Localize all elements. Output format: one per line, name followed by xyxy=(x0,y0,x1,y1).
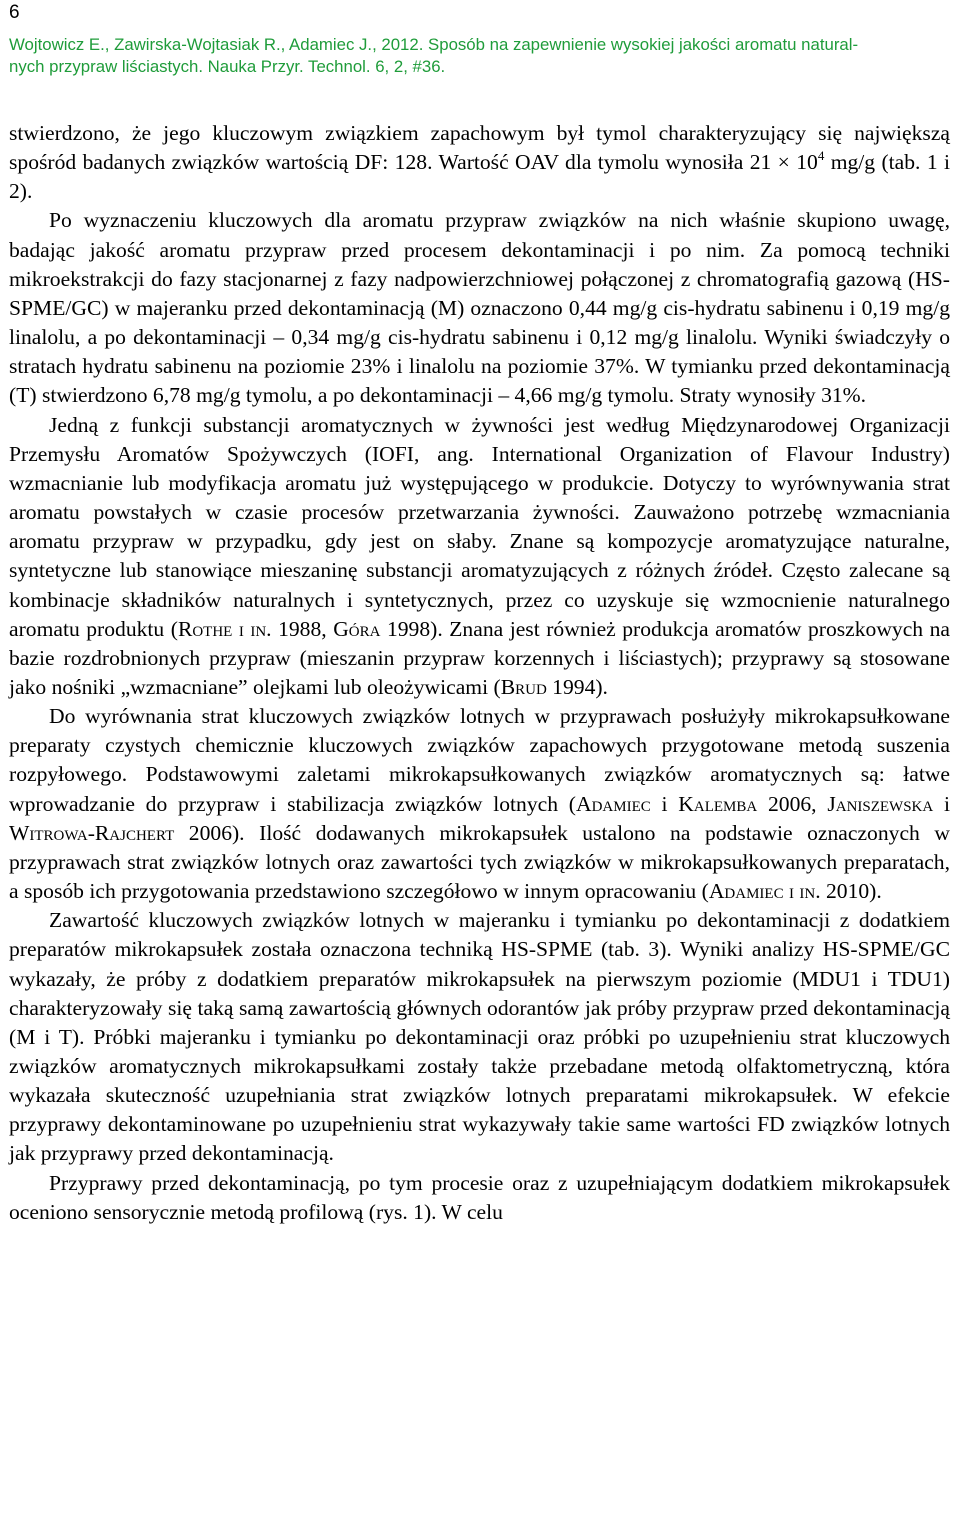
paragraph-1-text: stwierdzono, że jego kluczowym związkiem zapachowym był tymol charakteryzujący się największą spośród badanych związków wartością DF: 128. Wartość OAV dla tymolu wynosiła 21 × 10 xyxy=(9,121,950,175)
paragraph-3-text-c: 1998). Znana jest również produkcja aromatów proszkowych na bazie rozdrobnionych przypraw (mieszanin przypraw korzennych i liściastych); przyprawy są stosowane jako nośniki „wzmacniane” olejkami lub oleożywicami ( xyxy=(9,616,950,699)
citation-author-janiszewska: Janiszewska xyxy=(827,791,934,816)
paragraph-3 xyxy=(9,411,950,703)
paragraph-6: Przyprawy przed dekontaminacją, po tym procesie oraz z uzupełniającym dodatkiem mikrokapsułek oceniono sensorycznie metodą profilową (rys. 1). W celu xyxy=(9,1170,950,1224)
paragraph-4-text-c: 2006, xyxy=(757,791,828,816)
citation-author-rothe: Rothe i in. xyxy=(177,616,272,641)
paragraph-4-text-f: 2010). xyxy=(820,879,882,904)
paragraph-1-tail: mg/g (tab. 1 i 2). xyxy=(9,150,950,204)
paragraph-4-text-b: i xyxy=(650,791,679,816)
paragraph-4-text-e: 2006). Ilość dodawanych mikrokapsułek ustalono na podstawie oznaczonych w przyprawach strat związków lotnych oraz zawartości tych związków w mikrokapsułkowanych preparatach, a sposób ich przygotowania przedstawiono szczegółowo w innym opracowaniu ( xyxy=(9,820,950,904)
paragraph-3-text-a: Jedną z funkcji substancji aromatycznych w żywności jest według Międzynarodowej Organizacji Przemysłu Aromatów Spożywczych (IOFI, ang. International Organization of Flavour Industry) wzmacnianie lub modyfikacja aromatu już występującego w produkcie. Dotyczy to wyrównywania strat aromatu powstałych w czasie procesów przetwarzania żywności. Zauważono potrzebę wzmacniania aromatu przypraw w przypadku, gdy jest on słaby. Znane są kompozycje aromatyzujące naturalne, syntetyczne lub stanowiące mieszaninę substancji aromatyzujących z różnych źródeł. Często zalecane są kombinacje składników naturalnych i syntetycznych, przez co uzyskuje się wzmocnienie naturalnego aromatu produktu ( xyxy=(9,412,950,641)
citation-author-adamiec-2: Adamiec i in. xyxy=(708,879,821,904)
citation-author-brud: Brud xyxy=(500,674,547,699)
body-text xyxy=(9,119,950,1227)
paragraph-5: Zawartość kluczowych związków lotnych w majeranku i tymianku po dekontaminacji z dodatkiem preparatów mikrokapsułek została oznaczona techniką HS-SPME (tab. 3). Wyniki analizy HS-SPME/GC wykazały, że próby z dodatkiem preparatów mikrokapsułek na pierwszym poziomie (MDU1 i TDU1) charakteryzowały się taką samą zawartością głównych odorantów jak próby przypraw przed dekontaminacją (M i T). Próbki majeranku i tymianku po dekontaminacji oraz próbki po uzupełnieniu strat kluczowych związków aromatycznych mikrokapsułkami zostały także przebadane metodą olfaktometryczną, która wykazała skuteczność uzupełniania strat związków lotnych preparatami mikrokapsułek. W efekcie przyprawy dekontaminowane po uzupełnieniu strat wykazywały takie same wartości FD związków lotnych jak przyprawy przed dekontaminacją. xyxy=(9,908,950,1166)
paragraph-1 xyxy=(9,119,950,206)
citation-author-kalemba: Kalemba xyxy=(678,791,758,816)
paragraph-4-text-d: i xyxy=(933,791,950,816)
citation-author-gora: Góra xyxy=(333,616,381,641)
superscript-exponent: 4 xyxy=(817,148,825,164)
paragraph-3-text-d: 1994). xyxy=(546,674,608,699)
page-number: 6 xyxy=(9,2,20,23)
citation-line-1: Wojtowicz E., Zawirska-Wojtasiak R., Adamiec J., 2012. Sposób na zapewnienie wysokiej jakości aromatu natural- xyxy=(9,35,859,54)
running-header-citation[interactable] xyxy=(9,34,950,78)
paragraph-3-text-b: 1988, xyxy=(271,616,334,641)
citation-line-2: nych przypraw liściastych. Nauka Przyr. Technol. 6, 2, #36. xyxy=(9,57,446,76)
citation-author-witrowa-rajchert: Witrowa-Rajchert xyxy=(9,820,175,845)
citation-author-adamiec: Adamiec xyxy=(575,791,651,816)
paragraph-4 xyxy=(9,702,950,906)
paragraph-4-text-a: Do wyrównania strat kluczowych związków lotnych w przyprawach posłużyły mikrokapsułkowane preparaty czystych chemicznie kluczowych związków zapachowych przygotowane metodą suszenia rozpyłowego. Podstawowymi zaletami mikrokapsułkowanych związków aromatycznych są: łatwe wprowadzanie do przypraw i stabilizacja związków lotnych ( xyxy=(9,704,950,816)
paragraph-2: Po wyznaczeniu kluczowych dla aromatu przypraw związków na nich właśnie skupiono uwagę, badając jakość aromatu przypraw przed procesem dekontaminacji i po nim. Za pomocą techniki mikroekstrakcji do fazy stacjonarnej z fazy nadpowierzchniowej połączonej z chromatografią gazową (HS-SPME/GC) w majeranku przed dekontaminacją (M) oznaczono 0,44 mg/g cis-hydratu sabinenu i 0,19 mg/g linalolu, a po dekontaminacji – 0,34 mg/g cis-hydratu sabinenu i 0,12 mg/g linalolu. Wyniki świadczyły o stratach hydratu sabinenu na poziomie 23% i linalolu na poziomie 37%. W tymianku przed dekontaminacją (T) stwierdzono 6,78 mg/g tymolu, a po dekontaminacji – 4,66 mg/g tymolu. Straty wynosiły 31%. xyxy=(9,208,950,408)
